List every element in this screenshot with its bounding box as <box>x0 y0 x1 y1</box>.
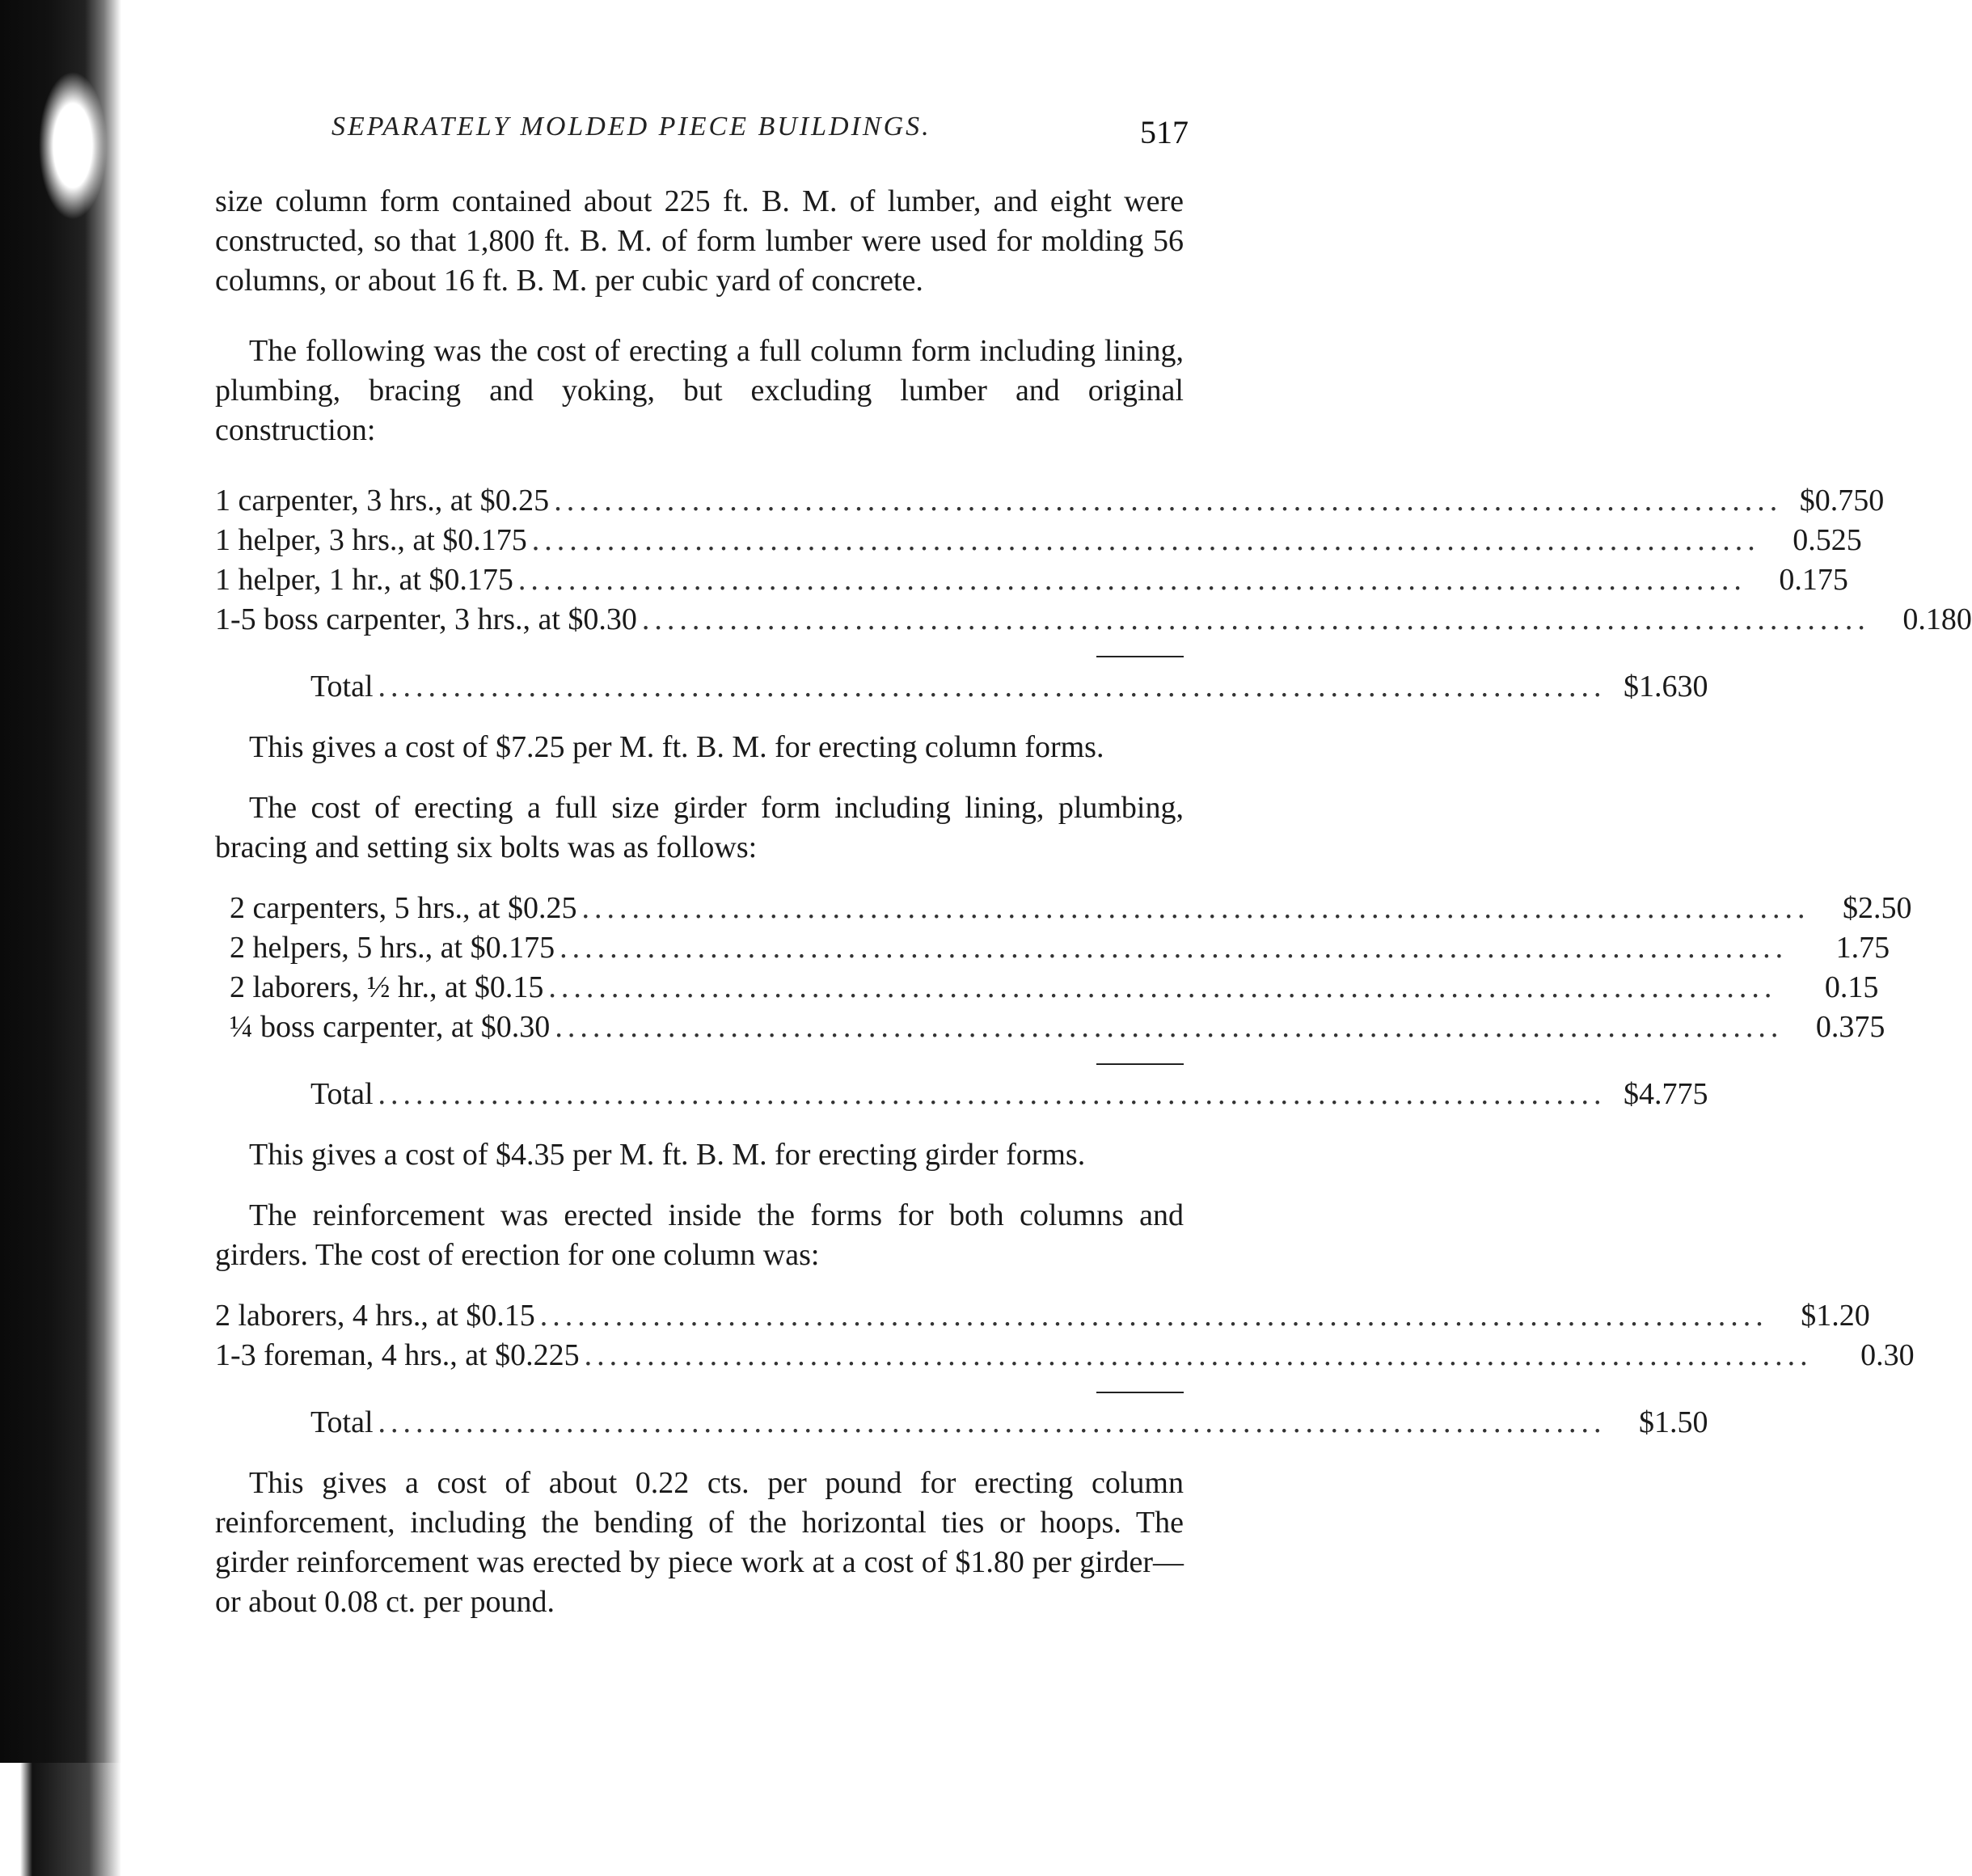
cost-row <box>215 1336 1915 1375</box>
total-row <box>215 1403 1708 1443</box>
cost-row <box>215 481 1885 521</box>
paragraph: The following was the cost of erecting a full column form including lining, plumbing, bracing and yoking, but excluding lumber and original construction: <box>215 334 1184 447</box>
book-binding-shadow <box>0 0 121 1874</box>
leader-dots: .................................................................................................. <box>554 484 1783 518</box>
total-label: Total <box>310 1405 374 1439</box>
cost-label: 2 helpers, 5 hrs., at $0.175 <box>230 931 555 965</box>
cost-label: 1-5 boss carpenter, 3 hrs., at $0.30 <box>215 602 637 636</box>
leader-dots: .................................................................................................. <box>531 523 1760 557</box>
body-text <box>215 182 1972 1622</box>
cost-amount: $1.20 <box>1801 1299 1870 1333</box>
cost-amount: 0.15 <box>1824 970 1879 1004</box>
total-amount: $1.50 <box>1639 1405 1708 1439</box>
girder-form-cost-table <box>230 889 1912 1047</box>
reinforcement-cost-table <box>215 1296 1915 1443</box>
leader-dots: .................................................................................................. <box>539 1299 1768 1333</box>
leader-dots: .................................................................................................. <box>581 891 1810 925</box>
total-label: Total <box>310 1077 374 1111</box>
total-rule <box>1096 1392 1184 1393</box>
paragraph: The cost of erecting a full size girder form including lining, plumbing, bracing and setting six bolts was as follows: <box>215 791 1184 864</box>
cost-row <box>215 600 1972 640</box>
page-header <box>331 112 1189 160</box>
cost-label: 1 carpenter, 3 hrs., at $0.25 <box>215 484 550 518</box>
leader-dots: .................................................................................................. <box>548 970 1777 1004</box>
total-row <box>215 667 1708 707</box>
column-form-cost-table <box>215 481 1972 707</box>
cost-amount: 0.375 <box>1815 1010 1885 1044</box>
cost-row <box>215 1296 1870 1336</box>
paragraph: This gives a cost of $7.25 per M. ft. B. M. for erecting column forms. <box>249 730 1104 764</box>
cost-row <box>230 928 1890 968</box>
cost-row <box>215 560 1848 600</box>
total-rule <box>1096 656 1184 657</box>
cost-amount: 0.525 <box>1793 523 1862 557</box>
leader-dots: .................................................................................................. <box>584 1338 1813 1372</box>
cost-amount: 1.75 <box>1835 931 1890 965</box>
cost-amount: 0.30 <box>1860 1338 1915 1372</box>
cost-amount: $2.50 <box>1843 891 1912 925</box>
leader-dots: .................................................................................................. <box>517 563 1746 597</box>
total-amount: $4.775 <box>1624 1077 1708 1111</box>
paragraph: This gives a cost of about 0.22 cts. per pound for erecting column reinforcement, including the bending of the horizontal ties or hoops. The girder reinforcement was erected by piece work at a cost of $1.80 per girder—or about 0.08 ct. per pound. <box>215 1466 1184 1619</box>
running-title: SEPARATELY MOLDED PIECE BUILDINGS. <box>331 112 931 142</box>
cost-label: ¼ boss carpenter, at $0.30 <box>230 1010 551 1044</box>
total-label: Total <box>310 670 374 704</box>
cost-label: 1 helper, 3 hrs., at $0.175 <box>215 523 527 557</box>
cost-label: 2 laborers, 4 hrs., at $0.15 <box>215 1299 535 1333</box>
paragraph: The reinforcement was erected inside the forms for both columns and girders. The cost of erection for one column was: <box>215 1198 1184 1272</box>
paragraph: size column form contained about 225 ft. B. M. of lumber, and eight were constructed, so that 1,800 ft. B. M. of form lumber were used for molding 56 columns, or about 16 ft. B. M. per cubic yard of concrete. <box>215 184 1184 298</box>
girder-form-total <box>215 1063 1708 1114</box>
leader-dots: .................................................................................................. <box>555 1010 1784 1044</box>
leader-dots: .................................................................................................. <box>641 602 1870 636</box>
cost-amount: $0.750 <box>1799 484 1885 518</box>
total-amount: $1.630 <box>1624 670 1708 704</box>
cost-row <box>230 968 1879 1008</box>
cost-amount: 0.175 <box>1779 563 1848 597</box>
total-rule <box>1096 1063 1184 1065</box>
paragraph: This gives a cost of $4.35 per M. ft. B. M. for erecting girder forms. <box>249 1138 1086 1172</box>
cost-label: 1-3 foreman, 4 hrs., at $0.225 <box>215 1338 580 1372</box>
leader-dots: .................................................................................................. <box>378 1077 1607 1111</box>
leader-dots: .................................................................................................. <box>560 931 1788 965</box>
cost-amount: 0.180 <box>1902 602 1972 636</box>
cost-label: 2 carpenters, 5 hrs., at $0.25 <box>230 891 577 925</box>
page-number: 517 <box>1140 114 1189 150</box>
cost-row <box>215 521 1862 560</box>
cost-row <box>230 1008 1885 1047</box>
cost-label: 1 helper, 1 hr., at $0.175 <box>215 563 513 597</box>
total-row <box>215 1075 1708 1114</box>
leader-dots: .................................................................................................. <box>378 670 1607 704</box>
cost-row <box>230 889 1912 928</box>
cost-label: 2 laborers, ½ hr., at $0.15 <box>230 970 544 1004</box>
leader-dots: .................................................................................................. <box>378 1405 1607 1439</box>
